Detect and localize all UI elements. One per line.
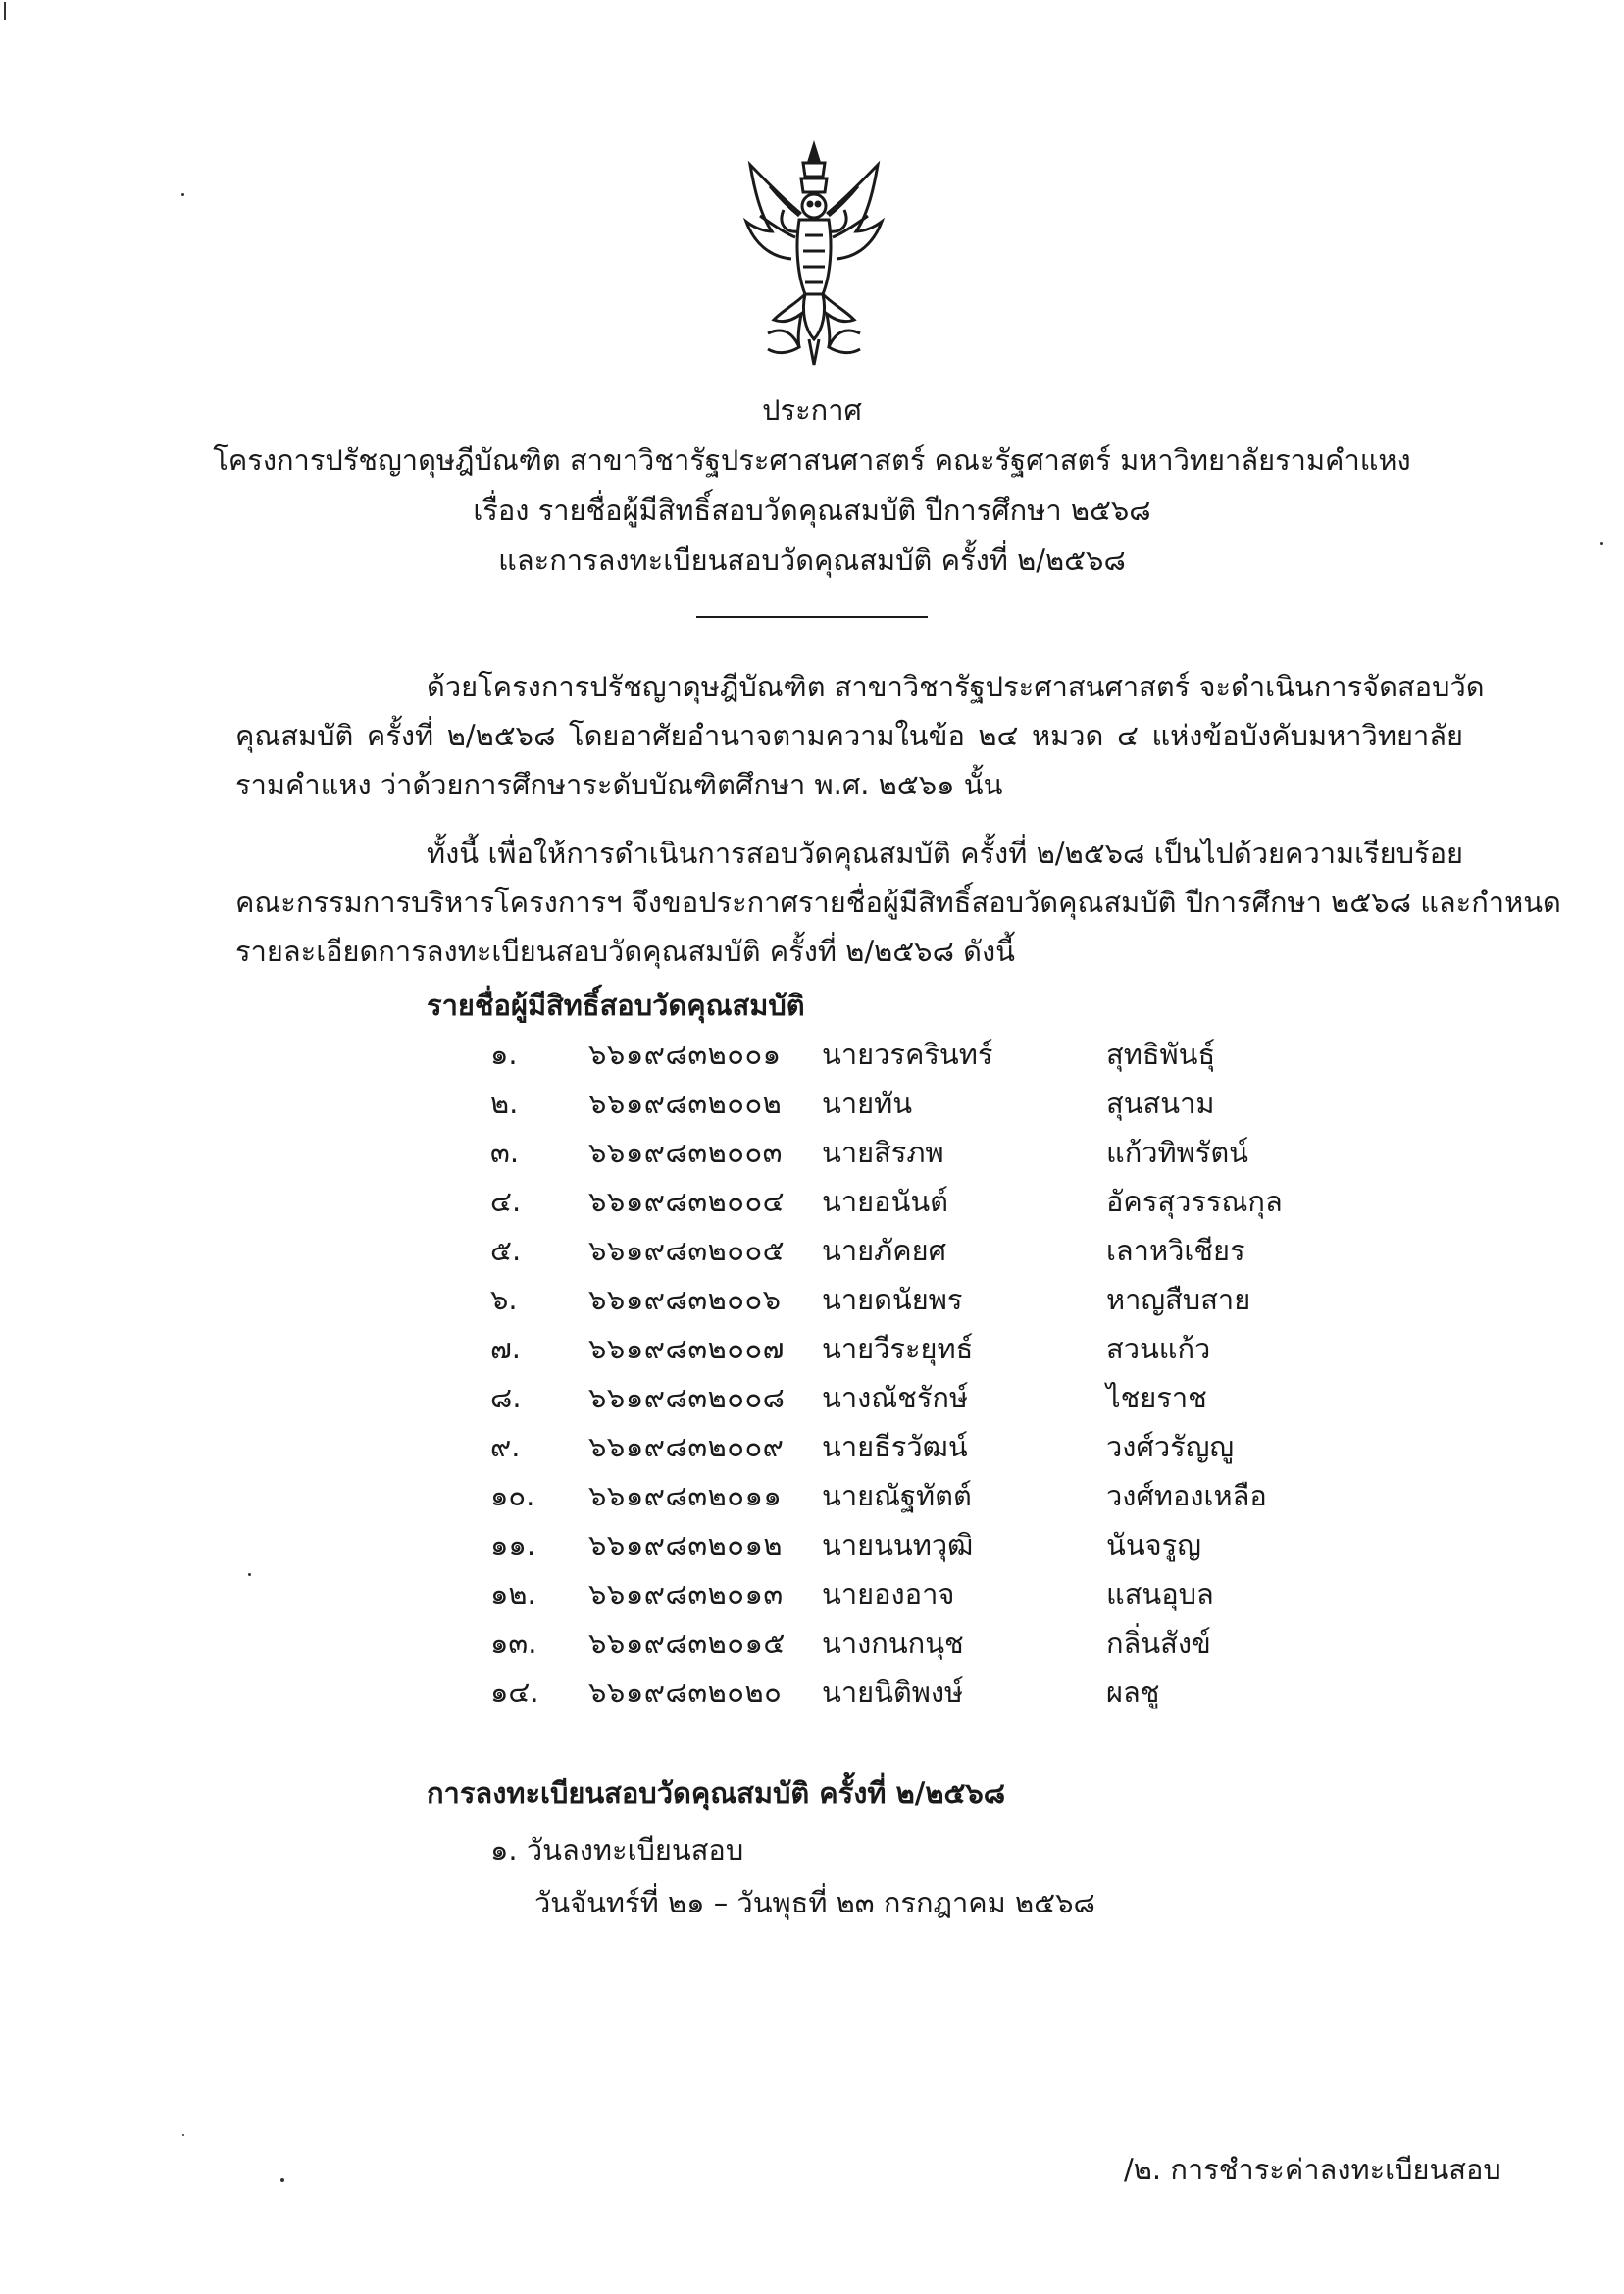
paragraph-2-line-2: คณะกรรมการบริหารโครงการฯ จึงขอประกาศรายชื่อผู้มีสิทธิ์สอบวัดคุณสมบัติ ปีการศึกษา ๒๕๖๘ และกำหนด: [235, 886, 1561, 919]
announcement-subject-continued: และการลงทะเบียนสอบวัดคุณสมบัติ ครั้งที่ ๒/๒๕๖๘: [498, 543, 1126, 577]
paragraph-2-line-1: ทั้งนี้ เพื่อให้การดำเนินการสอบวัดคุณสมบัติ ครั้งที่ ๒/๒๕๖๘ เป็นไปด้วยความเรียบร้อย: [427, 837, 1463, 870]
student-id: ๖๖๑๙๘๓๒๐๑๓: [588, 1577, 784, 1610]
student-id: ๖๖๑๙๘๓๒๐๐๖: [588, 1283, 782, 1316]
announcement-title: ประกาศ: [762, 393, 862, 427]
row-number: ๑๑.: [490, 1528, 536, 1561]
student-id: ๖๖๑๙๘๓๒๐๑๑: [588, 1479, 783, 1512]
paragraph-1-line-3: รามคำแหง ว่าด้วยการศึกษาระดับบัณฑิตศึกษา พ.ศ. ๒๕๖๑ นั้น: [235, 768, 1003, 801]
registration-item-1-label: ๑. วันลงทะเบียนสอบ: [490, 1833, 744, 1866]
student-id: ๖๖๑๙๘๓๒๐๑๒: [588, 1528, 784, 1561]
last-name: อัครสุวรรณกุล: [1106, 1185, 1283, 1218]
last-name: ไชยราช: [1106, 1381, 1207, 1414]
row-number: ๗.: [490, 1332, 522, 1365]
title-divider: [696, 616, 928, 618]
last-name: ผลชู: [1106, 1675, 1160, 1708]
list-item: [0, 1574, 1624, 1623]
list-item: [0, 1672, 1624, 1721]
list-item: [0, 1133, 1624, 1182]
list-item: [0, 1231, 1624, 1280]
list-item: [0, 1623, 1624, 1672]
last-name: หาญสืบสาย: [1106, 1283, 1251, 1316]
scan-speck: [248, 1573, 251, 1576]
student-id: ๖๖๑๙๘๓๒๐๐๒: [588, 1087, 783, 1120]
first-name: นายสิรภพ: [822, 1136, 944, 1169]
last-name: สุทธิพันธุ์: [1106, 1038, 1216, 1071]
scan-speck: [1600, 542, 1603, 545]
paragraph-2: [235, 829, 1561, 976]
first-name: นายนิติพงษ์: [822, 1675, 964, 1708]
first-name: นายธีรวัฒน์: [822, 1430, 968, 1463]
first-name: นายภัคยศ: [822, 1234, 947, 1267]
student-id: ๖๖๑๙๘๓๒๐๑๕: [588, 1626, 786, 1659]
announcement-issuer: โครงการปรัชญาดุษฎีบัณฑิต สาขาวิชารัฐประศาสนศาสตร์ คณะรัฐศาสตร์ มหาวิทยาลัยรามคำแหง: [213, 443, 1411, 477]
first-name: นายนนทวุฒิ: [822, 1528, 974, 1561]
list-item: [0, 1476, 1624, 1525]
scan-speck: [181, 193, 184, 196]
student-id: ๖๖๑๙๘๓๒๐๐๙: [588, 1430, 785, 1463]
announcement-subject: เรื่อง รายชื่อผู้มีสิทธิ์สอบวัดคุณสมบัติ ปีการศึกษา ๒๕๖๘: [473, 493, 1151, 527]
first-name: นายดนัยพร: [822, 1283, 963, 1316]
row-number: ๑๒.: [490, 1577, 536, 1610]
row-number: ๖.: [490, 1283, 518, 1316]
student-id: ๖๖๑๙๘๓๒๐๐๔: [588, 1185, 786, 1218]
registration-heading: การลงทะเบียนสอบวัดคุณสมบัติ ครั้งที่ ๒/๒๕๖๘: [427, 1776, 1006, 1810]
list-item: [0, 1378, 1624, 1427]
student-id: ๖๖๑๙๘๓๒๐๐๓: [588, 1136, 784, 1169]
first-name: นางณัชรักษ์: [822, 1381, 969, 1414]
first-name: นายทัน: [822, 1087, 913, 1120]
first-name: นายวรครินทร์: [822, 1038, 993, 1071]
row-number: ๑๔.: [490, 1675, 539, 1708]
last-name: แสนอุบล: [1106, 1577, 1214, 1610]
last-name: สวนแก้ว: [1106, 1332, 1211, 1365]
student-id: ๖๖๑๙๘๓๒๐๐๕: [588, 1234, 786, 1267]
paragraph-1-line-2: คุณสมบัติ ครั้งที่ ๒/๒๕๖๘ โดยอาศัยอำนาจตามความในข้อ ๒๔ หมวด ๔ แห่งข้อบังคับมหาวิทยาลัย: [235, 719, 1463, 752]
row-number: ๘.: [490, 1381, 522, 1414]
paragraph-2-line-3: รายละเอียดการลงทะเบียนสอบวัดคุณสมบัติ ครั้งที่ ๒/๒๕๖๘ ดังนี้: [235, 935, 1015, 968]
scan-edge-mark: [4, 2, 6, 20]
list-item: [0, 1182, 1624, 1231]
list-item: [0, 1035, 1624, 1084]
last-name: เลาหวิเชียร: [1106, 1234, 1245, 1267]
row-number: ๙.: [490, 1430, 521, 1463]
list-item: [0, 1525, 1624, 1574]
registration-item-1-dates: วันจันทร์ที่ ๒๑ – วันพุธที่ ๒๓ กรกฎาคม ๒๕๖๘: [534, 1886, 1095, 1919]
paragraph-1-line-1: ด้วยโครงการปรัชญาดุษฎีบัณฑิต สาขาวิชารัฐประศาสนศาสตร์ จะดำเนินการจัดสอบวัด: [427, 670, 1485, 703]
last-name: แก้วทิพรัตน์: [1106, 1136, 1248, 1169]
row-number: ๓.: [490, 1136, 520, 1169]
eligible-list-heading: รายชื่อผู้มีสิทธิ์สอบวัดคุณสมบัติ: [427, 989, 805, 1022]
row-number: ๑.: [490, 1038, 518, 1071]
row-number: ๑๐.: [490, 1479, 535, 1512]
continuation-note: /๒. การชำระค่าลงทะเบียนสอบ: [1124, 2153, 1501, 2186]
paragraph-1: [235, 662, 1485, 809]
row-number: ๔.: [490, 1185, 522, 1218]
last-name: วงศ์วรัญญู: [1106, 1430, 1235, 1463]
last-name: สุนสนาม: [1106, 1087, 1215, 1120]
first-name: นายวีระยุทธ์: [822, 1332, 974, 1365]
first-name: นายณัฐทัตต์: [822, 1479, 972, 1512]
student-id: ๖๖๑๙๘๓๒๐๒๐: [588, 1675, 783, 1708]
row-number: ๒.: [490, 1087, 519, 1120]
last-name: กลิ่นสังข์: [1106, 1626, 1211, 1659]
scan-speck: [280, 2178, 284, 2182]
list-item: [0, 1427, 1624, 1476]
row-number: ๕.: [490, 1234, 522, 1267]
first-name: นายอนันต์: [822, 1185, 948, 1218]
list-item: [0, 1329, 1624, 1378]
first-name: นายองอาจ: [822, 1577, 955, 1610]
last-name: วงศ์ทองเหลือ: [1106, 1479, 1267, 1512]
first-name: นางกนกนุช: [822, 1626, 964, 1659]
last-name: นันจรูญ: [1106, 1528, 1201, 1561]
list-item: [0, 1084, 1624, 1133]
garuda-emblem-icon: [740, 137, 888, 373]
student-id: ๖๖๑๙๘๓๒๐๐๘: [588, 1381, 786, 1414]
student-id: ๖๖๑๙๘๓๒๐๐๑: [588, 1038, 782, 1071]
list-item: [0, 1280, 1624, 1329]
row-number: ๑๓.: [490, 1626, 537, 1659]
scan-speck: [182, 2134, 184, 2136]
student-id: ๖๖๑๙๘๓๒๐๐๗: [588, 1332, 785, 1365]
